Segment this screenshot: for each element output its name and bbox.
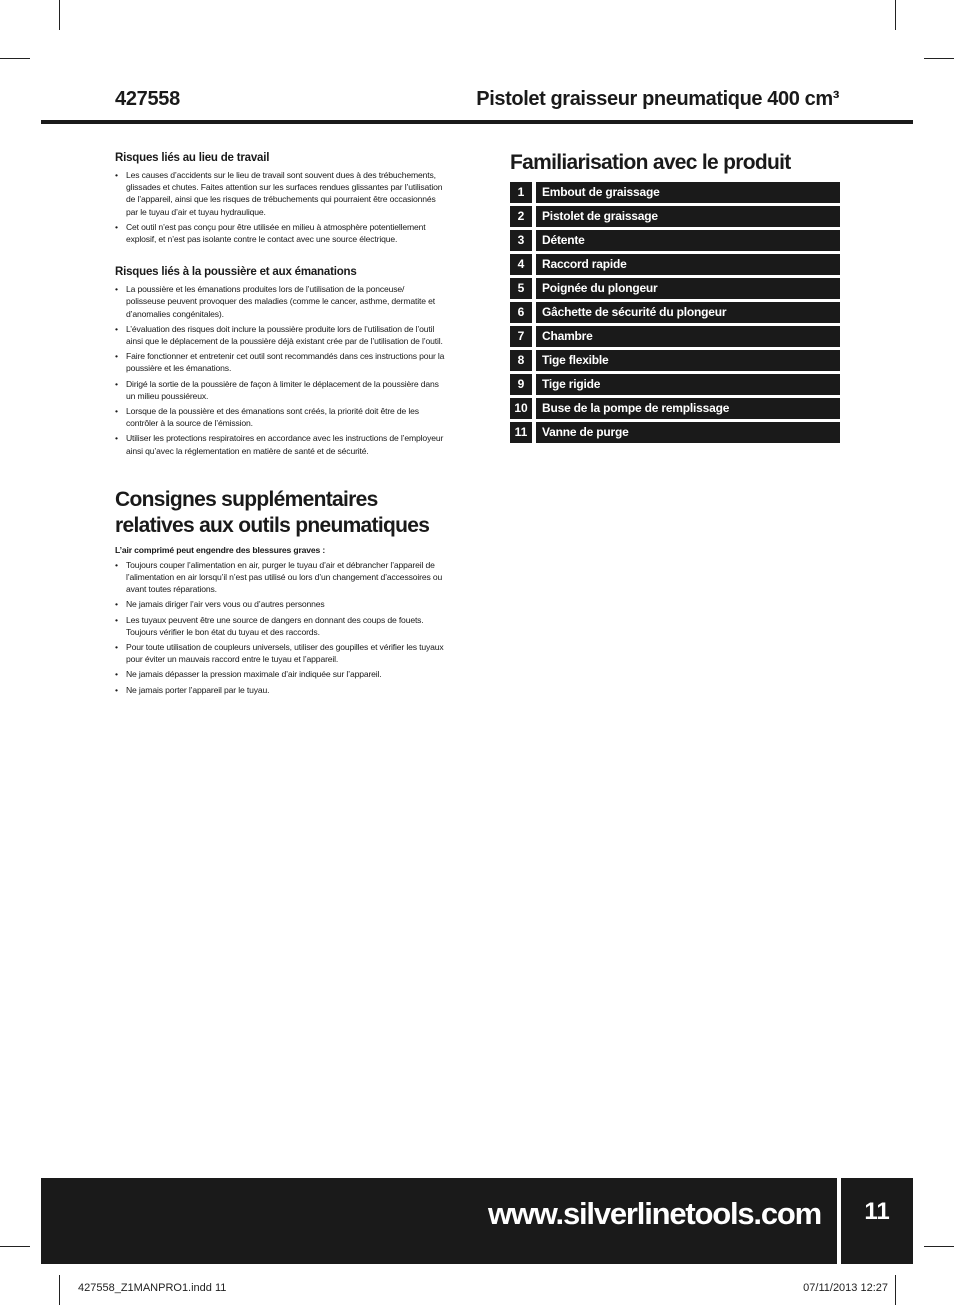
part-row [510, 422, 840, 443]
list-item: • Ne jamais dépasser la pression maximale d’air indiquée sur l’appareil. [115, 668, 445, 680]
page-number: 11 [864, 1198, 890, 1225]
crop-mark [0, 1246, 30, 1247]
website-url[interactable]: www.silverlinetools.com [487, 1196, 821, 1231]
left-column [115, 152, 445, 699]
list-item: • Utiliser les protections respiratoires en accordance avec les instructions de l’employeur ainsi qu’avec la réglementation en matière de santé et de sécurité. [115, 432, 445, 456]
crop-mark [895, 1275, 896, 1305]
workplace-list [115, 169, 445, 245]
page-footer [41, 1178, 913, 1264]
part-number: 11 [510, 422, 532, 443]
part-label: Buse de la pompe de remplissage [536, 398, 840, 419]
part-row [510, 350, 840, 371]
part-label: Détente [536, 230, 840, 251]
part-number: 1 [510, 182, 532, 203]
part-label: Tige rigide [536, 374, 840, 395]
title-line: Consignes supplémentaires [115, 487, 378, 511]
list-item: • Les causes d’accidents sur le lieu de travail sont souvent dues à des trébuchements, glissades et chutes. Faites attention sur les surfaces rendues glissantes par l’utilisation de l’appareil, ainsi que les risques de trébuchements qui pourraient être occasionnés par le tuyau d’air et tuyau hydraulique. [115, 169, 445, 218]
list-item: • Faire fonctionner et entretenir cet outil sont recommandés dans ces instructions pour la poussière et les émanations. [115, 350, 445, 374]
pneumatic-intro: L’air comprimé peut engendre des blessures graves : [115, 544, 326, 555]
list-item: • Les tuyaux peuvent être une source de dangers en donnant des coups de fouets. Toujours vérifier le bon état du tuyau et des raccords. [115, 614, 445, 638]
part-label: Vanne de purge [536, 422, 840, 443]
section-title-familiarisation: Familiarisation avec le produit [510, 151, 791, 174]
part-row [510, 206, 840, 227]
part-number: 7 [510, 326, 532, 347]
part-row [510, 278, 840, 299]
part-number: 10 [510, 398, 532, 419]
right-column [510, 150, 840, 446]
crop-mark [924, 58, 954, 59]
list-item: • Ne jamais porter l’appareil par le tuyau. [115, 684, 445, 696]
title-line: relatives aux outils pneumatiques [115, 513, 430, 537]
part-label: Embout de graissage [536, 182, 840, 203]
list-item: • Toujours couper l’alimentation en air, purger le tuyau d’air et débrancher l’appareil de l’alimentation en air lorsqu’il n’est pas utilisé ou lors d’un changement d’accessoires ou avant toutes réparations. [115, 559, 445, 596]
list-item: • Lorsque de la poussière et des émanations sont créés, la priorité doit être de les contrôler à la source de l’émission. [115, 405, 445, 429]
part-row [510, 374, 840, 395]
crop-mark [924, 1246, 954, 1247]
part-row [510, 182, 840, 203]
part-number: 9 [510, 374, 532, 395]
crop-mark [895, 0, 896, 30]
part-label: Chambre [536, 326, 840, 347]
section-title-workplace: Risques liés au lieu de travail [115, 152, 270, 164]
date-slug: 07/11/2013 12:27 [803, 1282, 888, 1294]
part-label: Tige flexible [536, 350, 840, 371]
part-label: Pistolet de graissage [536, 206, 840, 227]
list-item: • Cet outil n’est pas conçu pour être utilisée en milieu à atmosphère potentiellement explosif, et n’est pas isolante contre le contact avec une source électrique. [115, 221, 445, 245]
crop-mark [0, 58, 30, 59]
list-item: • La poussière et les émanations produites lors de l’utilisation de la ponceuse/ polisseuse peuvent provoquer des maladies (comme le cancer, asthme, dermatite et d’anomalies congénitales). [115, 283, 445, 320]
part-number: 3 [510, 230, 532, 251]
part-row [510, 254, 840, 275]
section-title-dust: Risques liés à la poussière et aux émanations [115, 266, 357, 279]
page-header [41, 88, 913, 120]
part-label: Gâchette de sécurité du plongeur [536, 302, 840, 323]
part-label: Raccord rapide [536, 254, 840, 275]
crop-mark [59, 0, 60, 30]
part-number: 5 [510, 278, 532, 299]
list-item: • Ne jamais diriger l’air vers vous ou d’autres personnes [115, 598, 445, 610]
part-number: 6 [510, 302, 532, 323]
part-number: 8 [510, 350, 532, 371]
list-item: • Pour toute utilisation de coupleurs universels, utiliser des goupilles et vérifier les tuyaux pour éviter un mauvais raccord entre le tuyau et l’appareil. [115, 641, 445, 665]
parts-list [510, 182, 840, 443]
pneumatic-list [115, 559, 445, 696]
part-row [510, 398, 840, 419]
list-item: • Dirigé la sortie de la poussière de façon à limiter le déplacement de la poussière dans un milieu poussiéreux. [115, 378, 445, 402]
part-row [510, 326, 840, 347]
list-item: • L’évaluation des risques doit inclure la poussière produite lors de l’utilisation de l’outil ainsi que le déplacement de la poussière déjà existant crée par de l’utilisation de l’outil. [115, 323, 445, 347]
section-title-pneumatic [115, 487, 445, 539]
part-row [510, 230, 840, 251]
crop-mark [59, 1275, 60, 1305]
dust-list [115, 283, 445, 457]
page-title: Pistolet graisseur pneumatique 400 cm³ [476, 88, 839, 110]
product-code: 427558 [115, 88, 180, 110]
file-slug: 427558_Z1MANPRO1.indd 11 [78, 1282, 227, 1294]
part-row [510, 302, 840, 323]
part-number: 4 [510, 254, 532, 275]
part-label: Poignée du plongeur [536, 278, 840, 299]
header-divider [41, 120, 913, 124]
part-number: 2 [510, 206, 532, 227]
